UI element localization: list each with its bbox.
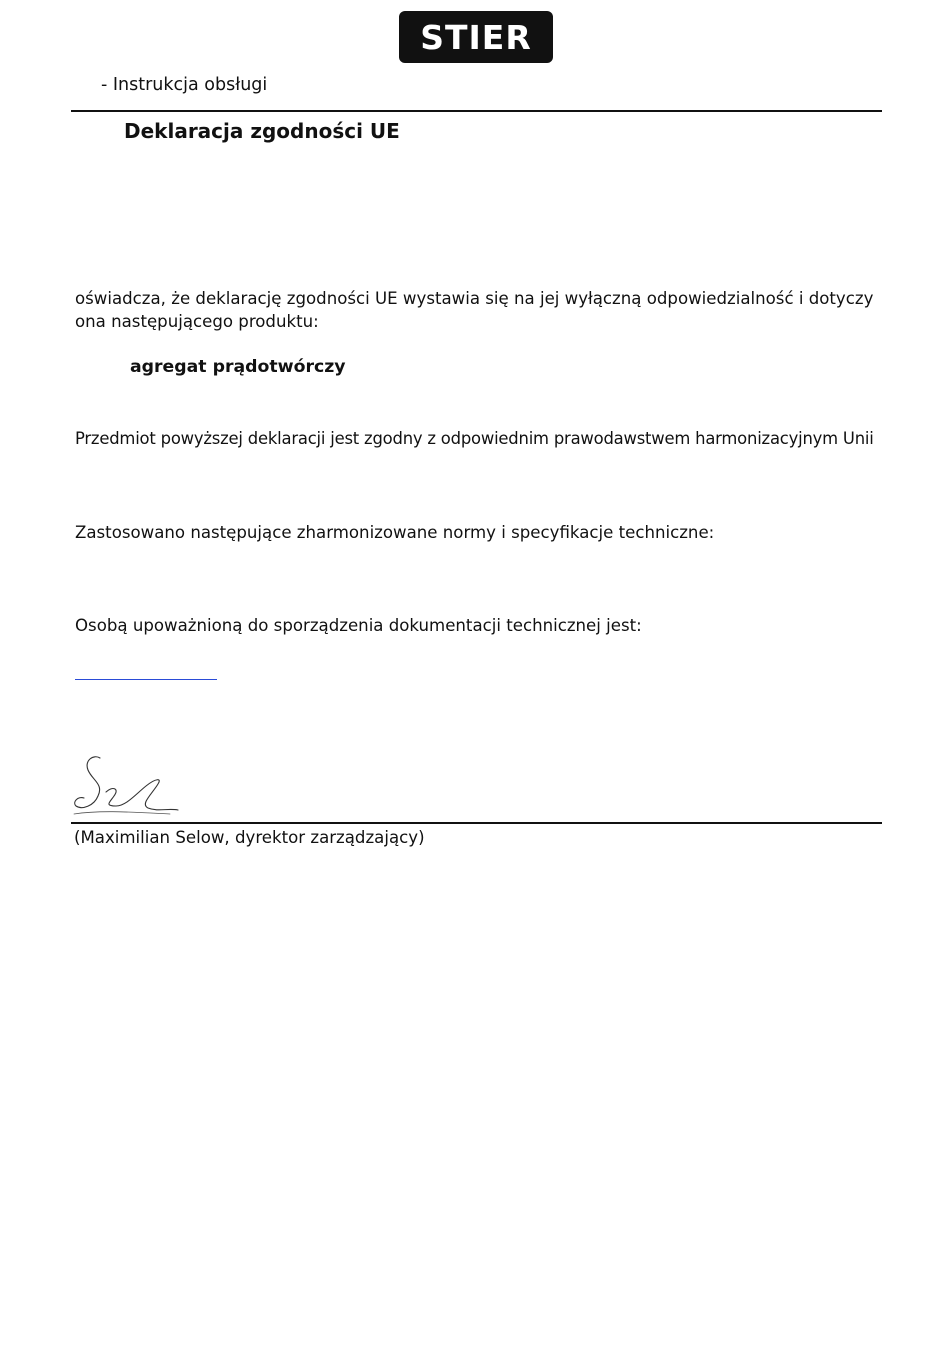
- handwritten-signature: [70, 752, 180, 818]
- signature-divider: [71, 822, 882, 824]
- header-divider: [71, 110, 882, 112]
- statement-paragraph: oświadcza, że deklarację zgodności UE wystawia się na jej wyłączną odpowiedzialność i dotyczy ona następującego produktu:: [75, 289, 874, 331]
- authorized-person-paragraph: Osobą upoważnioną do sporządzenia dokumentacji technicznej jest:: [75, 616, 642, 635]
- authorized-person-link-line[interactable]: [75, 679, 217, 680]
- signer-caption: (Maximilian Selow, dyrektor zarządzający): [74, 828, 425, 847]
- page-title: Deklaracja zgodności UE: [124, 119, 400, 143]
- standards-paragraph: Zastosowano następujące zharmonizowane normy i specyfikacje techniczne:: [75, 523, 715, 542]
- conformity-paragraph: Przedmiot powyższej deklaracji jest zgodny z odpowiednim prawodawstwem harmonizacyjnym Unii: [75, 429, 874, 448]
- manual-subtitle: - Instrukcja obsługi: [101, 75, 268, 95]
- product-name: agregat prądotwórczy: [130, 357, 346, 377]
- brand-logo: [399, 11, 553, 63]
- brand-logo-text: STIER: [420, 17, 532, 57]
